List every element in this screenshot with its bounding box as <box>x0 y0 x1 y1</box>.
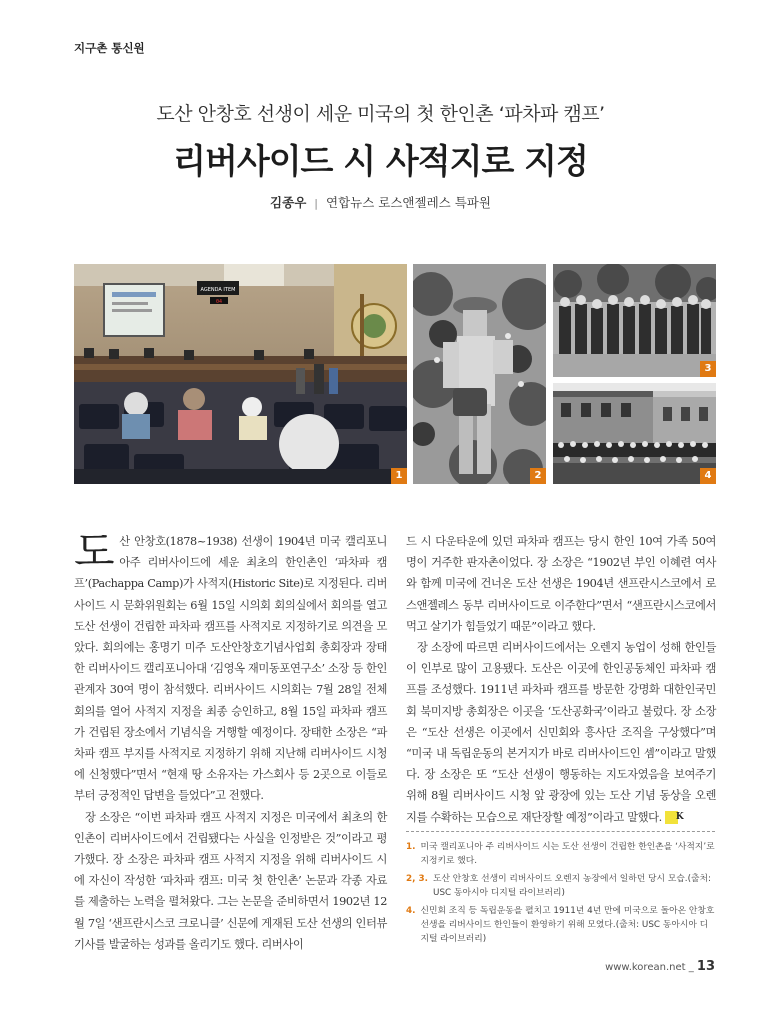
byline <box>0 193 761 211</box>
photo-council-meeting <box>74 264 407 484</box>
caption-item <box>406 872 716 900</box>
footer-website: www.korean.net _ <box>605 962 694 973</box>
end-mark-icon: K <box>665 811 678 824</box>
agenda-monitor-text: 04 <box>215 299 223 305</box>
caption-number: 4. <box>406 906 416 916</box>
byline-separator: | <box>314 197 318 210</box>
photo-captions <box>406 840 716 950</box>
body-paragraph: 산 안창호(1878~1938) 선생이 1904년 미국 캘리포니아주 리버사이드에 세운 최초의 한인촌인 ‘파차파 캠프’(Pachappa Camp)가 사적지(Historic Site)로 지정된다. 리버사이드 시 문화위원회는 6월 15일 시의회 회의실에서 회의를 열고 도산 선생이 건립한 파차파 캠프를 사적지로 지정하기로 의견을 모았다. 회의에는 홍명기 미주 도산안창호기념사업회 총회장과 장태한 리버사이드 캘리포니아대 ‘김영옥 재미동포연구소’ 소장 등 한인 관계자 30여 명이 참석했다. 리버사이드 시의회는 7월 28일 전체회의를 열어 사적지 지정을 최종 승인하고, 8월 15일 파차파 캠프가 건립된 장소에서 기념식을 거행할 예정이다. 장태한 소장은 “파차파 캠프 부지를 사적지로 지정하기 위해 지난해 리버사이드 시청에 신청했다”면서 “현재 땅 소유자는 가스회사 등 2곳으로 이들로부터 긍정적인 답변을 들었다”고 전했다. <box>74 535 387 803</box>
photo-number-badge: 3 <box>700 361 716 377</box>
body-paragraph: 장 소장에 따르면 리버사이드에서는 오렌지 농업이 성해 한인들이 인부로 많이 고용됐다. 도산은 이곳에 한인공동체인 파차파 캠프를 조성했다. 1911년 파차파 캠프를 방문한 강명화 대한인국민회 북미지방 총회장은 이곳을 ‘도산공화국’이라고 불렀다. 장 소장은 “도산 선생은 이곳에서 신민회와 흥사단 조직을 구상했다”며 “미국 내 독립운동의 본거지가 바로 리버사이드인 셈”이라고 말했다. 장 소장은 또 “도산 선생이 행동하는 지도자였음을 보여주기 위해 8월 리버사이드 시청 앞 광장에 있는 도산 기념 동상을 오렌지를 수확하는 모습으로 재단장할 예정”이라고 말했다. <box>406 641 716 824</box>
caption-item <box>406 904 716 946</box>
photo-number-badge: 4 <box>700 468 716 484</box>
photo-number-badge: 2 <box>530 468 546 484</box>
article-subtitle: 도산 안창호 선생이 세운 미국의 첫 한인촌 ‘파차파 캠프’ <box>156 103 605 125</box>
caption-text: 신민회 조직 등 독립운동을 펼치고 1911년 4년 만에 미국으로 돌아온 안창호 선생을 리버사이드 한인들이 환영하기 위해 모였다.(출처: USC 동아시아 디지털 라이브러리) <box>420 906 715 944</box>
agenda-screen-text: AGENDA ITEM <box>200 287 236 293</box>
photo-workers-group <box>553 264 716 377</box>
body-paragraph: 드 시 다운타운에 있던 파차파 캠프는 당시 한인 10여 가족 50여 명이 거주한 판자촌이었다. 장 소장은 “1902년 부인 이혜련 여사와 함께 미국에 건너온 도산 선생은 1904년 샌프란시스코에서 로스앤젤레스 동부 리버사이드로 이주한다”면서 “샌프란시스코에서 먹고 살기가 힘들었기 때문”이라고 했다. <box>406 535 716 633</box>
page-footer <box>605 959 715 974</box>
caption-number: 1. <box>406 842 416 852</box>
caption-item <box>406 840 716 868</box>
photo-number-badge: 1 <box>391 468 407 484</box>
photo-dosan-orchard <box>413 264 546 484</box>
body-column-left <box>74 527 387 955</box>
photo-welcome-gathering <box>553 383 716 484</box>
article-title: 리버사이드 시 사적지로 지정 <box>173 142 588 182</box>
caption-text: 도산 안창호 선생이 리버사이드 오렌지 농장에서 일하던 당시 모습.(출처: USC 동아시아 디지털 라이브러리) <box>433 874 711 898</box>
body-paragraph: 장 소장은 “이번 파차파 캠프 사적지 지정은 미국에서 최초의 한인촌이 리버사이드에서 건립됐다는 사실을 인정받은 것”이라고 평가했다. 장 소장은 파차파 캠프 사적지 지정을 위해 리버사이드 시에 자신이 작성한 ‘파차파 캠프: 미국 첫 한인촌’ 논문과 각종 자료를 제출하는 노력을 펼쳐왔다. 그는 논문을 준비하면서 1902년 12월 7일 ‘샌프란시스코 크로니클’ 신문에 게재된 도산 선생의 인터뷰 기사를 발굴하는 성과를 올리기도 했다. 리버사이 <box>74 810 387 951</box>
caption-text: 미국 캘리포니아 주 리버사이드 시는 도산 선생이 건립한 한인촌을 ‘사적지’로 지정키로 했다. <box>420 842 715 866</box>
body-column-right <box>406 531 716 828</box>
section-label: 지구촌 통신원 <box>74 41 145 55</box>
drop-cap: 도 <box>74 527 115 576</box>
author-name: 김종우 <box>270 195 307 210</box>
page-number: 13 <box>696 959 715 974</box>
caption-number: 2, 3. <box>406 874 428 884</box>
caption-divider <box>406 831 715 832</box>
author-affiliation: 연합뉴스 로스앤젤레스 특파원 <box>326 195 491 210</box>
